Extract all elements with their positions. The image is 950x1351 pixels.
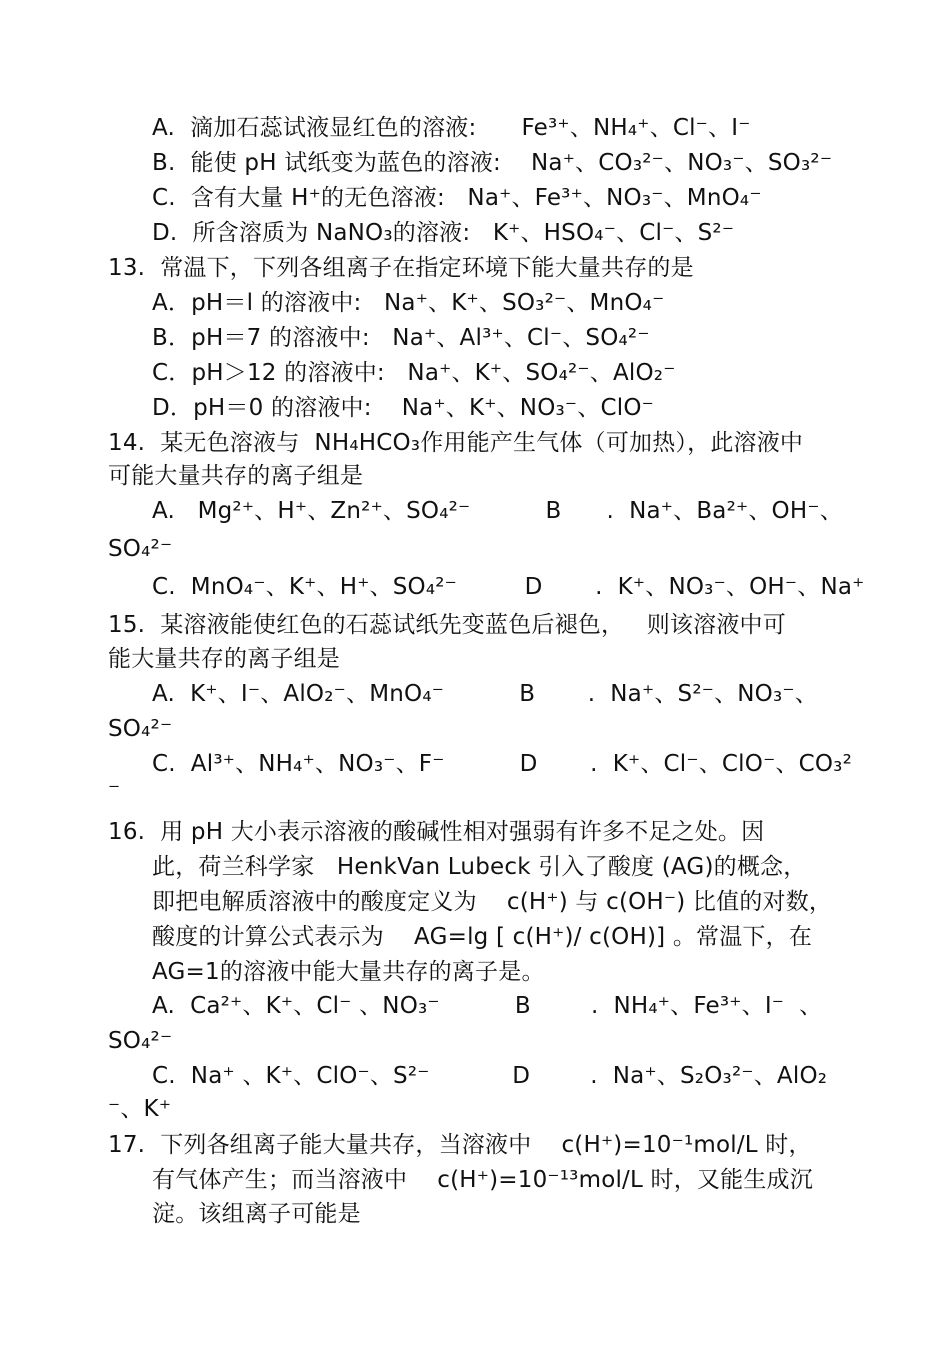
q15-stem-cont: 能大量共存的离子组是 [108, 646, 340, 672]
q16-option-d-cont: ⁻、K⁺ [108, 1096, 172, 1122]
q14-option-b-cont: SO₄²⁻ [108, 536, 173, 562]
q15-option-d-cont: ⁻ [108, 778, 121, 804]
q15-option-b-cont: SO₄²⁻ [108, 716, 173, 742]
q12-option-d: D. 所含溶质为 NaNO₃的溶液: K⁺、HSO₄⁻、Cl⁻、S²⁻ [152, 220, 735, 246]
q16-stem: 16. 用 pH 大小表示溶液的酸碱性相对强弱有许多不足之处。因 [108, 819, 765, 845]
q12-option-c: C. 含有大量 H⁺的无色溶液: Na⁺、Fe³⁺、NO₃⁻、MnO₄⁻ [152, 185, 762, 211]
q13-stem: 13. 常温下，下列各组离子在指定环境下能大量共存的是 [108, 255, 694, 281]
q17-stem-line3: 淀。该组离子可能是 [152, 1201, 361, 1227]
q16-stem-line4: 酸度的计算公式表示为 AG=lg [ c(H⁺)/ c(OH)] 。常温下，在 [152, 924, 813, 950]
q16-option-b-cont: SO₄²⁻ [108, 1028, 173, 1054]
q13-option-b: B．pH＝7 的溶液中: Na⁺、Al³⁺、Cl⁻、SO₄²⁻ [152, 325, 650, 351]
q16-options-ab: A. Ca²⁺、K⁺、Cl⁻ 、NO₃⁻ B . NH₄⁺、Fe³⁺、I⁻ 、 [152, 993, 823, 1019]
q13-option-c: C．pH＞12 的溶液中: Na⁺、K⁺、SO₄²⁻、AlO₂⁻ [152, 360, 676, 386]
q16-stem-line2: 此，荷兰科学家 HenkVan Lubeck 引入了酸度 (AG)的概念， [152, 854, 807, 880]
q14-options-cd: C. MnO₄⁻、K⁺、H⁺、SO₄²⁻ D . K⁺、NO₃⁻、OH⁻、Na⁺ [152, 574, 865, 600]
q16-stem-line5: AG=1的溶液中能大量共存的离子是。 [152, 959, 545, 985]
q15-options-cd: C. Al³⁺、NH₄⁺、NO₃⁻、F⁻ D . K⁺、Cl⁻、ClO⁻、CO₃² [152, 751, 853, 777]
q15-stem: 15. 某溶液能使红色的石蕊试纸先变蓝色后褪色， 则该溶液中可 [108, 612, 786, 638]
q16-stem-line3: 即把电解质溶液中的酸度定义为 c(H⁺) 与 c(OH⁻) 比值的对数， [152, 889, 833, 915]
q17-stem-line2: 有气体产生；而当溶液中 c(H⁺)=10⁻¹³mol/L 时，又能生成沉 [152, 1167, 813, 1193]
q17-stem: 17. 下列各组离子能大量共存，当溶液中 c(H⁺)=10⁻¹mol/L 时， [108, 1132, 812, 1158]
q13-option-a: A．pH＝l 的溶液中: Na⁺、K⁺、SO₃²⁻、MnO₄⁻ [152, 290, 665, 316]
q12-option-b: B. 能使 pH 试纸变为蓝色的溶液: Na⁺、CO₃²⁻、NO₃⁻、SO₃²⁻ [152, 150, 833, 176]
q16-options-cd: C. Na⁺ 、K⁺、ClO⁻、S²⁻ D . Na⁺、S₂O₃²⁻、AlO₂ [152, 1063, 828, 1089]
q13-option-d: D．pH＝0 的溶液中: Na⁺、K⁺、NO₃⁻、ClO⁻ [152, 395, 654, 421]
q15-options-ab: A. K⁺、I⁻、AlO₂⁻、MnO₄⁻ B . Na⁺、S²⁻、NO₃⁻、 [152, 681, 818, 707]
q14-stem: 14. 某无色溶液与 NH₄HCO₃作用能产生气体（可加热），此溶液中 [108, 430, 804, 456]
q12-option-a: A. 滴加石蕊试液显红色的溶液: Fe³⁺、NH₄⁺、Cl⁻、I⁻ [152, 115, 751, 141]
q14-stem-cont: 可能大量共存的离子组是 [108, 463, 364, 489]
q14-options-ab: A. Mg²⁺、H⁺、Zn²⁺、SO₄²⁻ B . Na⁺、Ba²⁺、OH⁻、 [152, 498, 843, 524]
